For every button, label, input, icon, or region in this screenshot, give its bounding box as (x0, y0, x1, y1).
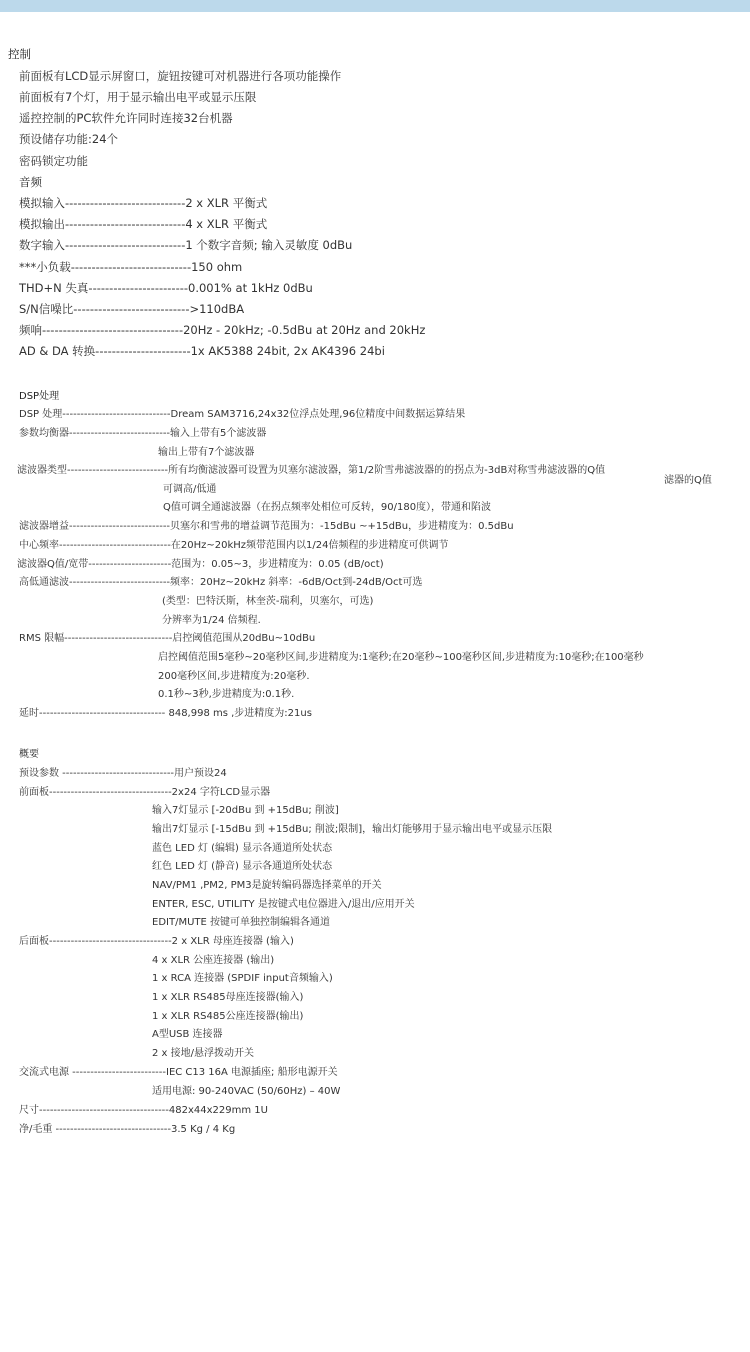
spec-line: 分辨率为1/24 倍频程. (162, 615, 261, 626)
spec-line: 净/毛重 --------------------------------3.5 Kg / 4 Kg (19, 1124, 236, 1135)
spec-line: NAV/PM1 ,PM2, PM3是旋转编码器选择菜单的开关 (152, 880, 382, 891)
spec-line: ENTER, ESC, UTILITY 是按键式电位器进入/退出/应用开关 (152, 899, 415, 910)
spec-line: DSP 处理------------------------------Dream SAM3716,24x32位浮点处理,96位精度中间数据运算结果 (19, 409, 466, 420)
spec-line: AD & DA 转换-----------------------1x AK5388 24bit, 2x AK4396 24bi (19, 344, 385, 358)
spec-line: 1 x XLR RS485公座连接器(输出) (152, 1011, 304, 1022)
spec-line: 密码锁定功能 (19, 154, 88, 168)
spec-line: 输出7灯显示 [-15dBu 到 +15dBu; 削波;限制]，输出灯能够用于显示输出电平或显示压限 (152, 824, 553, 835)
spec-line: 后面板----------------------------------2 x XLR 母座连接器 (输入) (19, 936, 294, 947)
spec-line: 滤波器增益----------------------------贝塞尔和雪弗的增益调节范围为：-15dBu ~+15dBu，步进精度为：0.5dBu (19, 521, 514, 532)
spec-line: 可调高/低通 (163, 484, 217, 495)
spec-line: 1 x RCA 连接器 (SPDIF input音频输入) (152, 973, 333, 984)
spec-line: THD+N 失真------------------------0.001% at 1kHz 0dBu (19, 281, 313, 295)
spec-line: Q值可调全通滤波器（在拐点频率处相位可反转，90/180度），带通和陷波 (163, 502, 492, 513)
spec-line: 遥控控制的PC软件允许同时连接32台机器 (19, 111, 233, 125)
spec-line: 滤波器Q值/宽带-----------------------范围为：0.05~3，步进精度为：0.05 (dB/oct) (17, 559, 384, 570)
section-heading-control: 控制 (8, 47, 31, 61)
spec-line: 蓝色 LED 灯 (编辑) 显示各通道所处状态 (152, 843, 333, 854)
spec-line: 前面板有7个灯，用于显示输出电平或显示压限 (19, 90, 257, 104)
spec-line: 200毫秒区间,步进精度为:20毫秒. (158, 671, 310, 682)
section-heading-overview: 概要 (19, 749, 39, 760)
spec-line: 前面板有LCD显示屏窗口，旋钮按键可对机器进行各项功能操作 (19, 69, 342, 83)
spec-line: 4 x XLR 公座连接器 (输出) (152, 955, 275, 966)
spec-line: 滤波器类型----------------------------所有均衡滤波器可设置为贝塞尔滤波器，第1/2阶雪弗滤波器的的拐点为-3dB对称雪弗滤波器的Q值 (17, 465, 606, 476)
spec-line: 频响----------------------------------20Hz - 20kHz; -0.5dBu at 20Hz and 20kHz (19, 323, 426, 337)
spec-line: A型USB 连接器 (152, 1029, 223, 1040)
spec-line: 2 x 接地/悬浮拨动开关 (152, 1048, 255, 1059)
spec-line: 高低通滤波----------------------------频率：20Hz~20kHz 斜率：-6dB/Oct到-24dB/Oct可选 (19, 577, 423, 588)
spec-line: 1 x XLR RS485母座连接器(输入) (152, 992, 304, 1003)
overflow-fragment: 滤器的Q值 (664, 475, 712, 486)
spec-line: 交流式电源 --------------------------IEC C13 16A 电源插座; 船形电源开关 (19, 1067, 338, 1078)
spec-line: 数字输入-----------------------------1 个数字音频; 输入灵敏度 0dBu (19, 238, 353, 252)
spec-line: EDIT/MUTE 按键可单独控制编辑各通道 (152, 917, 330, 928)
top-banner-bar (0, 0, 750, 12)
spec-line: 尺寸------------------------------------482x44x229mm 1U (19, 1105, 268, 1116)
spec-line: 预设参数 -------------------------------用户预设24 (19, 768, 227, 779)
spec-line: 红色 LED 灯 (静音) 显示各通道所处状态 (152, 861, 333, 872)
spec-line: 模拟输入-----------------------------2 x XLR 平衡式 (19, 196, 268, 210)
section-heading-audio: 音频 (19, 175, 42, 189)
spec-line: 延时----------------------------------- 848,998 ms ,步进精度为:21us (19, 708, 312, 719)
spec-line: 预设储存功能:24个 (19, 132, 119, 146)
spec-line: 中心频率-------------------------------在20Hz~20kHz频带范围内以1/24倍频程的步进精度可供调节 (19, 540, 449, 551)
spec-line: (类型：巴特沃斯，林奎茨-瑞利，贝塞尔，可选) (162, 596, 374, 607)
section-heading-dsp: DSP处理 (19, 391, 60, 402)
spec-line: 0.1秒~3秒,步进精度为:0.1秒. (158, 689, 295, 700)
spec-line: 启控阈值范围5毫秒~20毫秒区间,步进精度为:1毫秒;在20毫秒~100毫秒区间,步进精度为:10毫秒;在100毫秒 (158, 652, 644, 663)
spec-line: 参数均衡器----------------------------输入上带有5个滤波器 (19, 428, 267, 439)
spec-line: 输入7灯显示 [-20dBu 到 +15dBu; 削波] (152, 805, 339, 816)
spec-line: 输出上带有7个滤波器 (158, 447, 255, 458)
spec-line: S/N信噪比---------------------------->110dBA (19, 302, 245, 316)
spec-line: 前面板----------------------------------2x24 字符LCD显示器 (19, 787, 271, 798)
spec-line: 模拟输出-----------------------------4 x XLR 平衡式 (19, 217, 268, 231)
spec-line: 适用电源: 90-240VAC (50/60Hz) – 40W (152, 1086, 341, 1097)
spec-line: ***小负载-----------------------------150 ohm (19, 260, 243, 274)
spec-line: RMS 限幅------------------------------启控阈值范围从20dBu~10dBu (19, 633, 316, 644)
